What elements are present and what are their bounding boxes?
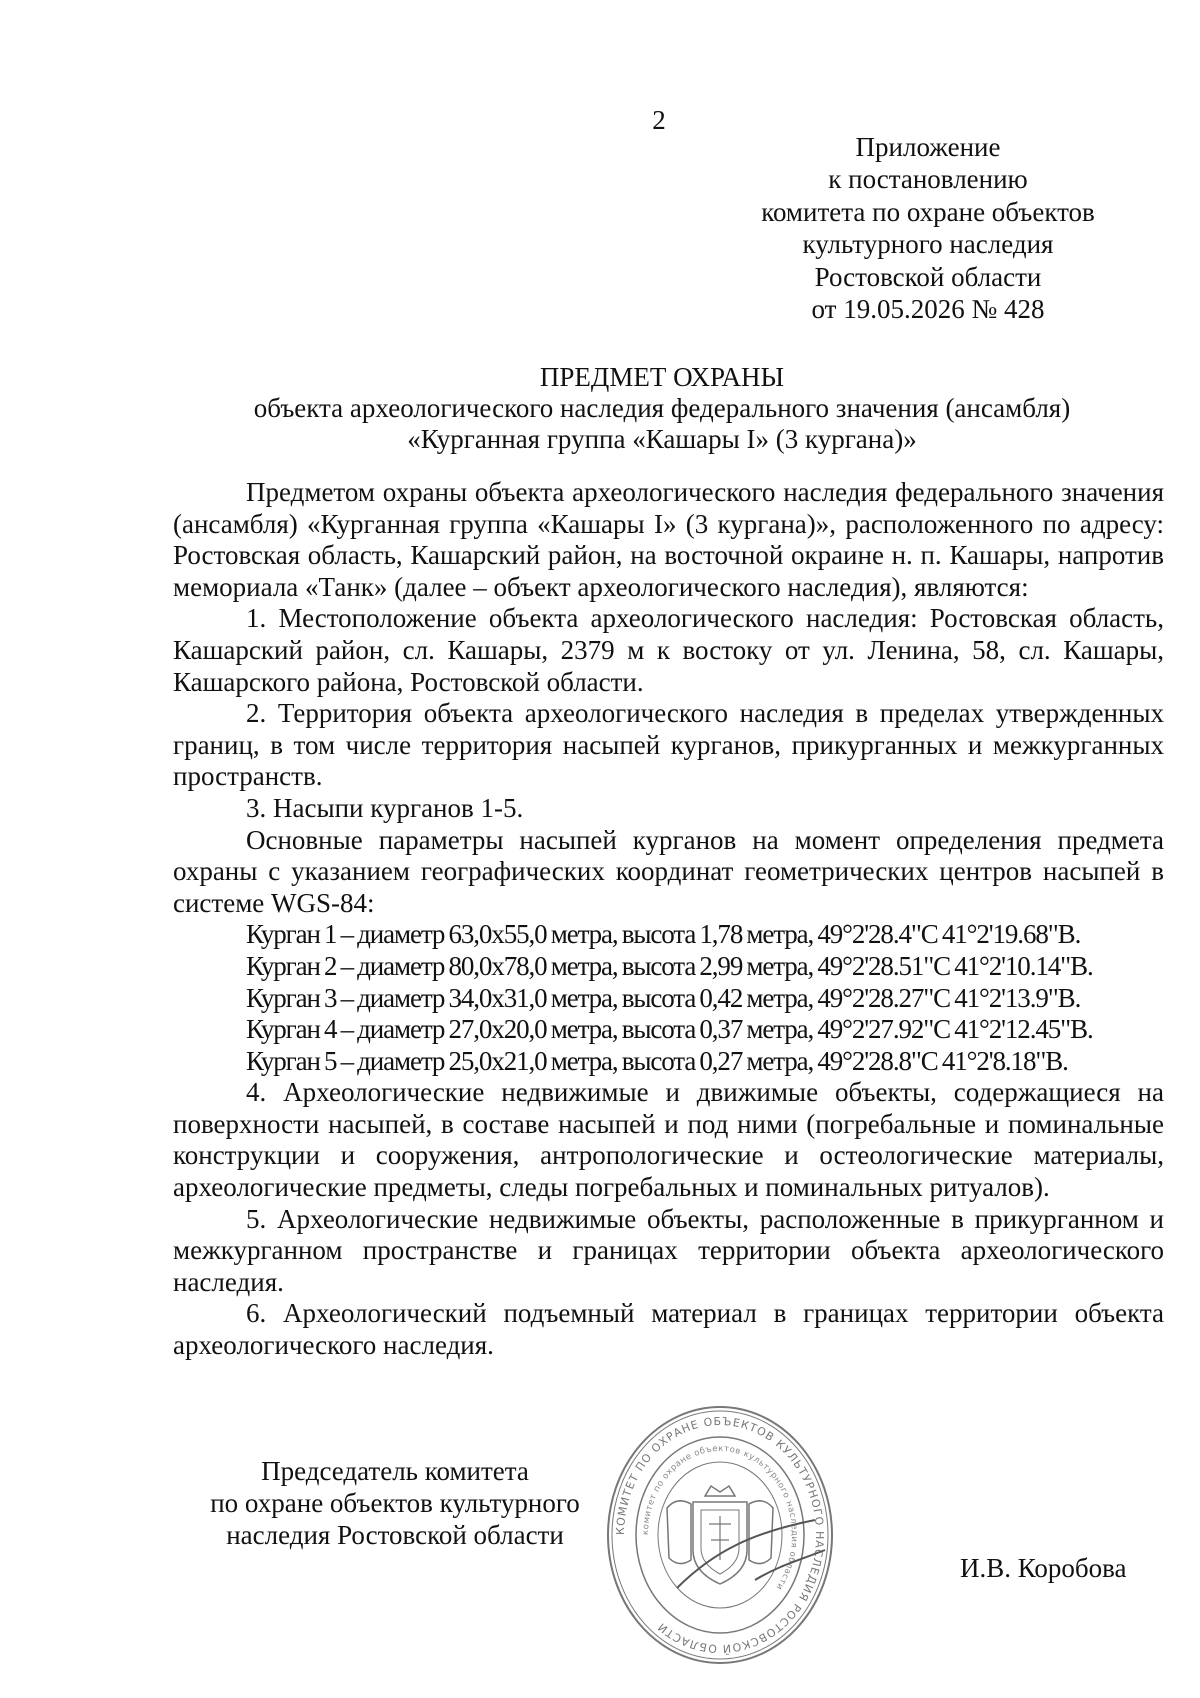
- kurgan-row: Курган 1 – диаметр 63,0х55,0 метра, высота 1,78 метра, 49°2'28.4"С 41°2'19.68"В.: [246, 919, 1081, 950]
- page-number: 2: [652, 105, 666, 135]
- signatory-position: [180, 1455, 610, 1551]
- kurgan-row: Курган 5 – диаметр 25,0х21,0 метра, высота 0,27 метра, 49°2'28.8"С 41°2'8.18"В.: [246, 1045, 1068, 1076]
- seal-outer-text: КОМИТЕТ ПО ОХРАНЕ ОБЪЕКТОВ КУЛЬТУРНОГО НАСЛЕДИЯ РОСТОВСКОЙ ОБЛАСТИ: [613, 1414, 827, 1656]
- position-line: Председатель комитета: [261, 1456, 529, 1486]
- kurgan-row: Курган 3 – диаметр 34,0х31,0 метра, высота 0,42 метра, 49°2'28.27"С 41°2'13.9"В.: [246, 982, 1081, 1013]
- position-line: наследия Ростовской области: [226, 1520, 564, 1550]
- appendix-date-number: от 19.05.2026 № 428: [811, 294, 1045, 325]
- parameters-paragraph: Основные параметры насыпей курганов на момент определения предмета охраны с указанием географических координат геометрических центров насыпей в системе WGS-84:: [173, 824, 1164, 918]
- official-seal-stamp: [605, 1400, 835, 1670]
- appendix-line: к постановлению: [828, 164, 1028, 195]
- item-2-territory: 2. Территория объекта археологического наследия в пределах утвержденных границ, в том числе территория насыпей курганов, прикурганных и межкурганных пространств.: [173, 698, 1164, 792]
- heading-object-name: «Курганная группа «Кашары I» (3 кургана)»: [407, 424, 917, 454]
- signatory-name: И.В. Коробова: [960, 1553, 1127, 1583]
- kurgan-row: Курган 4 – диаметр 27,0х20,0 метра, высота 0,37 метра, 49°2'27.92"С 41°2'12.45"В.: [246, 1014, 1093, 1045]
- appendix-line: Приложение: [855, 132, 1001, 162]
- item-6-material: 6. Археологический подъемный материал в границах территории объекта археологического наследия.: [173, 1298, 1164, 1361]
- item-4-objects: 4. Археологические недвижимые и движимые объекты, содержащиеся на поверхности насыпей, в составе насыпей и под ними (погребальные и поминальные конструкции и сооружения, антропологические и остеологические материалы, археологические предметы, следы погребальных и поминальных ритуалов).: [173, 1077, 1164, 1203]
- heading-subtitle: объекта археологического наследия федерального значения (ансамбля): [253, 393, 1071, 423]
- kurgan-row: Курган 2 – диаметр 80,0х78,0 метра, высота 2,99 метра, 49°2'28.51"С 41°2'10.14"В.: [246, 950, 1093, 981]
- position-line: по охране объектов культурного: [210, 1488, 580, 1518]
- item-3-mounds: 3. Насыпи курганов 1-5.: [246, 792, 524, 823]
- document-body: [173, 477, 1164, 1362]
- heading-title: ПРЕДМЕТ ОХРАНЫ: [539, 362, 785, 392]
- document-heading: [160, 362, 1164, 455]
- item-1-location: 1. Местоположение объекта археологического наследия: Ростовская область, Кашарский район, сл. Кашары, 2379 м к востоку от ул. Ленина, 58, сл. Кашары, Кашарского района, Ростовской области.: [173, 603, 1164, 697]
- seal-inner-text: комитет по охране объектов культурного наследия области: [640, 1443, 800, 1592]
- appendix-line: культурного наследия: [802, 229, 1054, 260]
- item-5-objects: 5. Археологические недвижимые объекты, расположенные в прикурганном и межкурганном пространстве и границах территории объекта археологического наследия.: [173, 1203, 1164, 1297]
- appendix-line: комитета по охране объектов: [761, 196, 1095, 227]
- appendix-block: [733, 131, 1123, 325]
- appendix-line: Ростовской области: [814, 261, 1042, 292]
- intro-paragraph: Предметом охраны объекта археологического наследия федерального значения (ансамбля) «Курганная группа «Кашары I» (3 кургана)», расположенного по адресу: Ростовская область, Кашарский район, на восточной окраине н. п. Кашары, напротив мемориала «Танк» (далее – объект археологического наследия), являются:: [173, 477, 1164, 602]
